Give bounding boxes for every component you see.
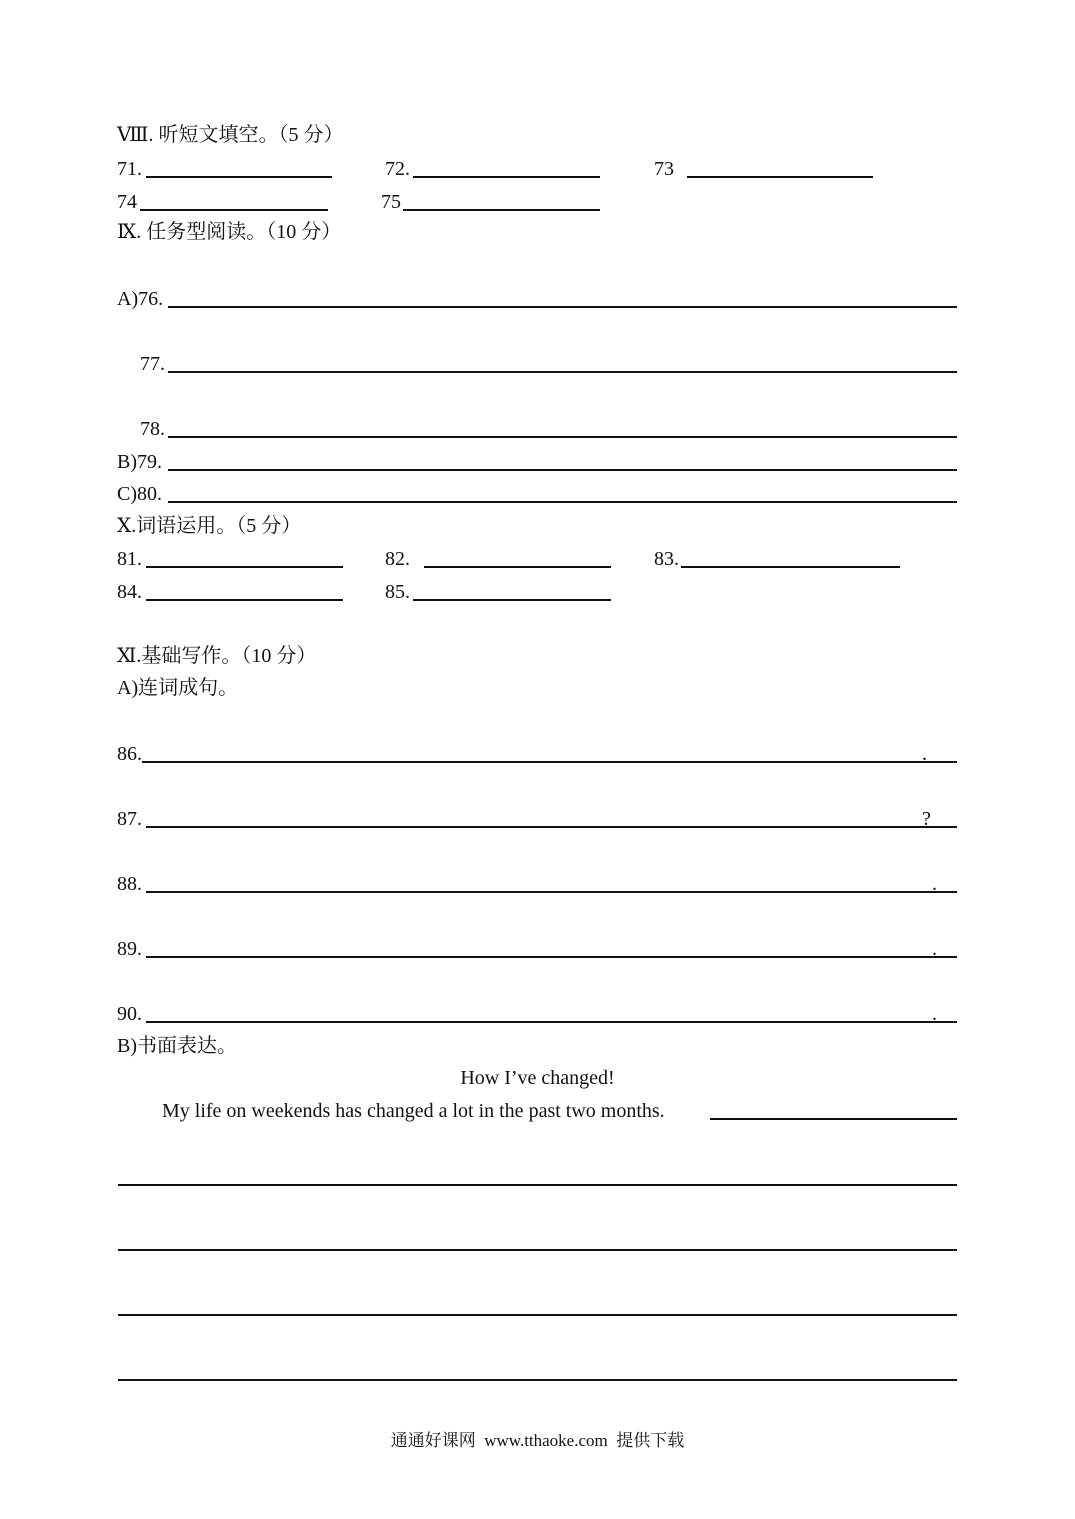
writing-part-b-heading: B)书面表达。 (117, 1035, 237, 1057)
item-79-label: B)79. (117, 451, 162, 473)
item-88-label: 88. (117, 873, 142, 895)
essay-line-2[interactable] (118, 1184, 957, 1186)
item-84-label: 84. (117, 581, 142, 603)
item-80-label: C)80. (117, 483, 162, 505)
item-71-label: 71. (117, 158, 142, 180)
essay-line-4[interactable] (118, 1314, 957, 1316)
writing-part-a-heading: A)连词成句。 (117, 677, 239, 699)
answer-line-83[interactable] (681, 566, 900, 568)
answer-line-72[interactable] (413, 176, 600, 178)
essay-opening-sentence: My life on weekends has changed a lot in the past two months. (162, 1100, 665, 1122)
answer-line-75[interactable] (403, 209, 600, 211)
item-78-label: 78. (140, 418, 165, 440)
essay-title: How I’ve changed! (460, 1067, 615, 1089)
item-90-end-mark: . (932, 1003, 937, 1025)
essay-line-3[interactable] (118, 1249, 957, 1251)
item-89-label: 89. (117, 938, 142, 960)
answer-line-81[interactable] (146, 566, 343, 568)
answer-line-79[interactable] (168, 469, 957, 471)
item-85-label: 85. (385, 581, 410, 603)
item-82-label: 82. (385, 548, 410, 570)
answer-line-86[interactable] (142, 761, 957, 763)
answer-line-80[interactable] (168, 501, 957, 503)
item-73-label: 73 (654, 158, 674, 180)
answer-line-85[interactable] (413, 599, 611, 601)
answer-line-84[interactable] (146, 599, 343, 601)
answer-line-89[interactable] (146, 956, 957, 958)
item-77-label: 77. (140, 353, 165, 375)
item-83-label: 83. (654, 548, 679, 570)
answer-line-77[interactable] (168, 371, 957, 373)
item-74-label: 74 (117, 191, 137, 213)
page-footer: 通通好课网 www.tthaoke.com 提供下载 (390, 1431, 685, 1450)
essay-line-5[interactable] (118, 1379, 957, 1381)
item-90-label: 90. (117, 1003, 142, 1025)
essay-line-1[interactable] (710, 1118, 957, 1120)
item-72-label: 72. (385, 158, 410, 180)
section-word-use-heading: Ⅹ.词语运用。（5 分） (117, 515, 302, 537)
item-75-label: 75 (381, 191, 401, 213)
section-task-reading-heading: Ⅸ. 任务型阅读。（10 分） (117, 221, 342, 243)
item-86-label: 86. (117, 743, 142, 765)
answer-line-88[interactable] (146, 891, 957, 893)
answer-line-78[interactable] (168, 436, 957, 438)
section-writing-heading: Ⅺ.基础写作。（10 分） (117, 645, 317, 667)
item-87-label: 87. (117, 808, 142, 830)
item-81-label: 81. (117, 548, 142, 570)
item-88-end-mark: . (932, 873, 937, 895)
answer-line-74[interactable] (140, 209, 328, 211)
section-listening-heading: Ⅷ. 听短文填空。（5 分） (117, 124, 344, 146)
item-86-end-mark: . (922, 743, 927, 765)
answer-line-71[interactable] (146, 176, 332, 178)
item-87-end-mark: ? (922, 808, 931, 830)
answer-line-87[interactable] (146, 826, 957, 828)
item-76-label: A)76. (117, 288, 164, 310)
item-89-end-mark: . (932, 938, 937, 960)
answer-line-76[interactable] (168, 306, 957, 308)
answer-line-90[interactable] (146, 1021, 957, 1023)
answer-line-73[interactable] (687, 176, 873, 178)
answer-line-82[interactable] (424, 566, 611, 568)
